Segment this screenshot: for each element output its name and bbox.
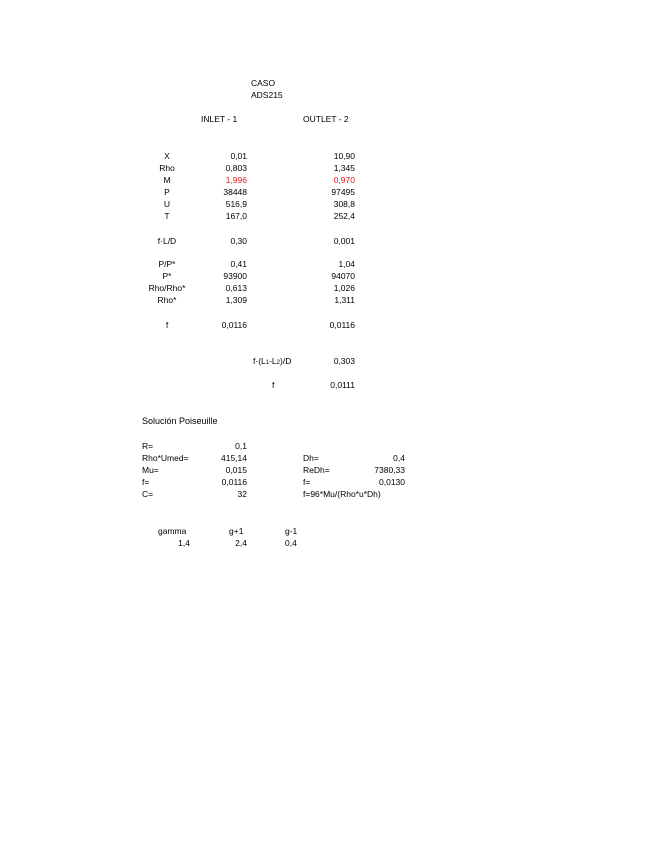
param-label: Mu= [142,465,159,475]
inlet-value: 0,30 [230,236,247,246]
fl-label: f·(L1-L2)/D [253,356,292,366]
row-label: P [164,187,170,197]
g-minus-1-header: g-1 [285,526,298,536]
g-minus-1-value: 0,4 [285,538,297,548]
param-value: 32 [237,489,247,499]
inlet-header: INLET - 1 [201,114,238,124]
row-label: Rho/Rho* [148,283,186,293]
param-value: 0,0130 [379,477,405,487]
gamma-value: 1,4 [178,538,190,548]
param-label: R= [142,441,154,451]
inlet-value: 38448 [223,187,247,197]
row-label: P* [162,271,172,281]
outlet-value: 0,001 [333,236,355,246]
inlet-value: 1,309 [225,295,247,305]
f-value: 0,0111 [330,380,355,390]
row-label: f·L/D [157,236,177,246]
row-label: X [164,151,170,161]
inlet-value: 93900 [223,271,247,281]
param-label: ReDh= [303,465,330,475]
param-label: Rho*Umed= [142,453,189,463]
param-label: f= [303,477,311,487]
outlet-header: OUTLET - 2 [303,114,349,124]
row-label: T [164,211,170,221]
param-value: 0,015 [225,465,247,475]
inlet-value: 0,0116 [221,320,247,330]
param-label: C= [142,489,154,499]
inlet-value: 167,0 [225,211,247,221]
poiseuille-title: Solución Poiseuille [142,416,218,426]
outlet-value: 10,90 [333,151,355,161]
caso-label: CASO [251,78,276,88]
param-value: 415,14 [221,453,247,463]
gamma-header: gamma [158,526,187,536]
outlet-value: 0,0116 [329,320,355,330]
outlet-value: 94070 [331,271,355,281]
g-plus-1-header: g+1 [229,526,244,536]
outlet-value: 97495 [331,187,355,197]
inlet-value: 516,9 [225,199,247,209]
row-label: M [163,175,171,185]
caso-value: ADS215 [251,90,283,100]
param-value: 0,4 [393,453,405,463]
param-value: 0,0116 [221,477,247,487]
fl-value: 0,303 [333,356,355,366]
g-plus-1-value: 2,4 [235,538,247,548]
row-label: U [163,199,171,209]
inlet-value: 0,613 [225,283,247,293]
row-label: P/P* [158,259,176,269]
outlet-value: 252,4 [333,211,355,221]
outlet-value: 1,04 [338,259,355,269]
outlet-value: 308,8 [333,199,355,209]
param-label: f= [142,477,150,487]
outlet-value: 1,345 [333,163,355,173]
inlet-value: 0,803 [225,163,247,173]
inlet-value: 0,41 [230,259,247,269]
f-label: f [272,380,275,390]
formula-text: f=96*Mu/(Rho*u*Dh) [303,489,381,499]
inlet-value: 0,01 [230,151,247,161]
row-label: Rho* [157,295,177,305]
outlet-value-highlight: 0,970 [333,175,355,185]
outlet-value: 1,311 [334,295,355,305]
param-value: 0,1 [235,441,247,451]
inlet-value-highlight: 1,996 [225,175,247,185]
outlet-value: 1,026 [333,283,355,293]
param-value: 7380,33 [374,465,405,475]
param-label: Dh= [303,453,319,463]
row-label: Rho [159,163,175,173]
row-label: f [165,320,169,330]
